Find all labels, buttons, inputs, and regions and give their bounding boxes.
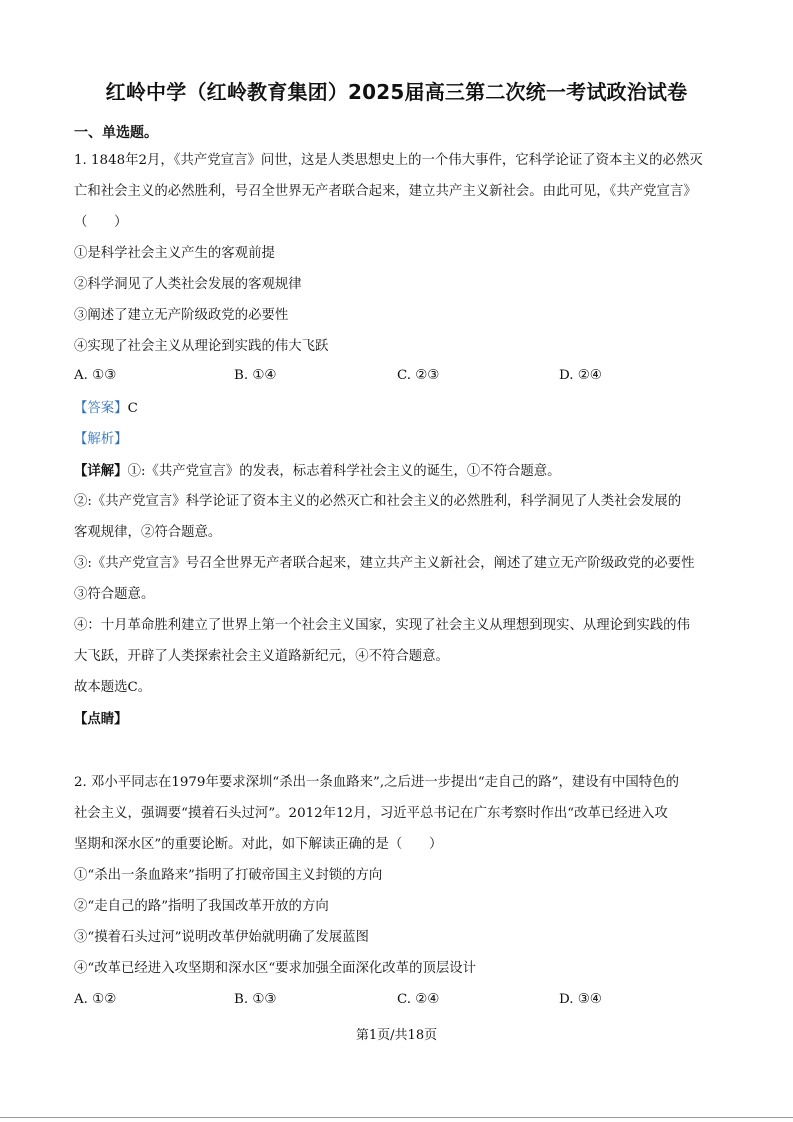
- bottom-divider: [0, 1117, 793, 1118]
- page-footer: 第1页/共18页: [355, 1028, 438, 1043]
- q2-stem-line: 社会主义，强调要“摸着石头过河”。2012年12月，习近平总书记在广东考察时作出“改革已经进入攻: [74, 806, 668, 821]
- comment-label: 【点睛】: [74, 711, 128, 727]
- page-title: 红岭中学（红岭教育集团）2025届高三第二次统一考试政治试卷: [105, 80, 688, 104]
- q1-detail-line: [74, 461, 561, 482]
- analysis-label: 【解析】: [74, 432, 128, 447]
- q2-item: ①“杀出一条血路来”指明了打破帝国主义封锁的方向: [74, 868, 383, 883]
- option-a: A. ①③: [74, 368, 117, 383]
- q1-detail-line: ③:《共产党宣言》号召全世界无产者联合起来，建立共产主义新社会，阐述了建立无产阶级政党的必要性: [74, 556, 695, 571]
- q2-item: ②“走自己的路”指明了我国改革开放的方向: [74, 899, 329, 914]
- q1-detail-line: ②:《共产党宣言》科学论证了资本主义的必然灭亡和社会主义的必然胜利，科学洞见了人类社会发展的: [74, 494, 682, 509]
- q1-detail-line: ④：十月革命胜利建立了世界上第一个社会主义国家，实现了社会主义从理想到现实、从理论到实践的伟: [74, 618, 690, 633]
- q2-options: [74, 992, 674, 1012]
- answer-value: C: [127, 401, 138, 416]
- q1-detail-line: 大飞跃，开辟了人类探索社会主义道路新纪元，④不符合题意。: [74, 649, 449, 664]
- detail-text: ①:《共产党宣言》的发表，标志着科学社会主义的诞生，①不符合题意。: [127, 464, 561, 479]
- option-d: D. ③④: [559, 992, 602, 1007]
- q1-item: ④实现了社会主义从理论到实践的伟大飞跃: [74, 339, 329, 354]
- detail-label: 【详解】: [74, 463, 128, 479]
- option-d: D. ②④: [559, 368, 602, 383]
- q1-detail-line: 故本题选C。: [74, 680, 152, 695]
- q1-item: ③阐述了建立无产阶级政党的必要性: [74, 308, 289, 323]
- section-heading: 一、单选题。: [74, 125, 158, 141]
- q1-detail-line: ③符合题意。: [74, 587, 155, 602]
- q2-item: ④“改革已经进入攻坚期和深水区“要求加强全面深化改革的顶层设计: [74, 961, 477, 976]
- q2-stem-line: 2. 邓小平同志在1979年要求深圳“杀出一条血路来”,之后进一步提出“走自己的路”，建设有中国特色的: [74, 775, 679, 790]
- q1-stem-line: （ ）: [74, 215, 128, 230]
- answer-label: 【答案】: [74, 401, 128, 416]
- q1-stem-line: 亡和社会主义的必然胜利，号召全世界无产者联合起来，建立共产主义新社会。由此可见，《共产党宣言》: [74, 184, 697, 199]
- option-b: B. ①④: [234, 368, 277, 383]
- q1-item: ②科学洞见了人类社会发展的客观规律: [74, 277, 302, 292]
- q2-item: ③“摸着石头过河”说明改革伊始就明确了发展蓝图: [74, 930, 369, 945]
- q1-stem-line: 1. 1848年2月，《共产党宣言》问世，这是人类思想史上的一个伟大事件，它科学论证了资本主义的必然灭: [74, 153, 703, 168]
- q1-options: [74, 368, 674, 388]
- q2-stem-line: 坚期和深水区”的重要论断。对此，如下解读正确的是（ ）: [74, 837, 443, 852]
- q1-detail-line: 客观规律，②符合题意。: [74, 525, 222, 540]
- q1-item: ①是科学社会主义产生的客观前提: [74, 246, 275, 261]
- q1-answer: [74, 399, 138, 419]
- option-a: A. ①②: [74, 992, 117, 1007]
- option-c: C. ②④: [397, 992, 440, 1007]
- option-c: C. ②③: [397, 368, 440, 383]
- option-b: B. ①③: [234, 992, 277, 1007]
